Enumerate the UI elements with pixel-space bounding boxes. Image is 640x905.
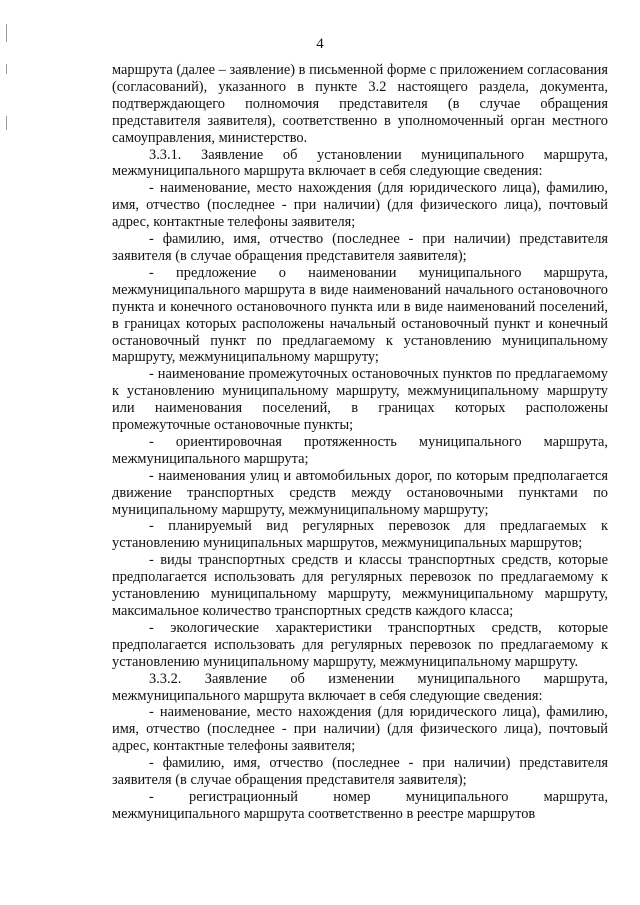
paragraph-continuation: маршрута (далее – заявление) в письменной форме с приложением согласования (согласований), указанного в пункте 3.2 настоящего раздела, документа, подтверждающего полномочия представителя (в случае обращения представителя заявителя), соответственно в уполномоченный орган местного самоуправления, министерство. bbox=[112, 62, 608, 146]
page-number: 4 bbox=[316, 36, 324, 52]
document-body bbox=[112, 62, 608, 823]
list-item: - наименование промежуточных остановочных пунктов по предлагаемому к установлению муниципальному маршруту, межмуниципальному маршруту или наименования поселений, в границах которых расположены промежуточные остановочные пункты; bbox=[112, 366, 608, 434]
paragraph-3-3-1-heading: 3.3.1. Заявление об установлении муниципального маршрута, межмуниципального маршрута включает в себя следующие сведения: bbox=[112, 146, 608, 180]
list-item: - экологические характеристики транспортных средств, которые предполагается использовать для регулярных перевозок по предлагаемому к установлению муниципальному маршруту, межмуниципальному маршруту. bbox=[112, 619, 608, 670]
list-item: - планируемый вид регулярных перевозок для предлагаемых к установлению муниципальных маршрутов, межмуниципальных маршрутов; bbox=[112, 518, 608, 552]
list-item: - ориентировочная протяженность муниципального маршрута, межмуниципального маршрута; bbox=[112, 433, 608, 467]
list-item: - виды транспортных средств и классы транспортных средств, которые предполагается использовать для регулярных перевозок по предлагаемому к установлению муниципальному маршруту, межмуниципальному маршруту, максимальное количество транспортных средств каждого класса; bbox=[112, 552, 608, 619]
list-item: - наименование, место нахождения (для юридического лица), фамилию, имя, отчество (последнее - при наличии) (для физического лица), почтовый адрес, контактные телефоны заявителя; bbox=[112, 180, 608, 231]
paragraph-3-3-2-heading: 3.3.2. Заявление об изменении муниципального маршрута, межмуниципального маршрута включает в себя следующие сведения: bbox=[112, 670, 608, 704]
list-item: - фамилию, имя, отчество (последнее - при наличии) представителя заявителя (в случае обращения представителя заявителя); bbox=[112, 231, 608, 264]
list-item: - наименования улиц и автомобильных дорог, по которым предполагается движение транспортных средств между остановочными пунктами по муниципальному маршруту, межмуниципальному маршруту; bbox=[112, 467, 608, 518]
list-item: - регистрационный номер муниципального маршрута, межмуниципального маршрута соответственно в реестре маршрутов bbox=[112, 788, 608, 822]
list-item: - предложение о наименовании муниципального маршрута, межмуниципального маршрута в виде наименований начального остановочного пункта и конечного остановочного пункта или в виде наименований поселений, в границах которых расположены начальный остановочный пункт и конечный остановочный пункт по предлагаемому к установлению муниципальному маршруту, межмуниципальному маршруту; bbox=[112, 264, 608, 366]
list-item: - наименование, место нахождения (для юридического лица), фамилию, имя, отчество (последнее - при наличии) (для физического лица), почтовый адрес, контактные телефоны заявителя; bbox=[112, 704, 608, 755]
list-item: - фамилию, имя, отчество (последнее - при наличии) представителя заявителя (в случае обращения представителя заявителя); bbox=[112, 755, 608, 789]
